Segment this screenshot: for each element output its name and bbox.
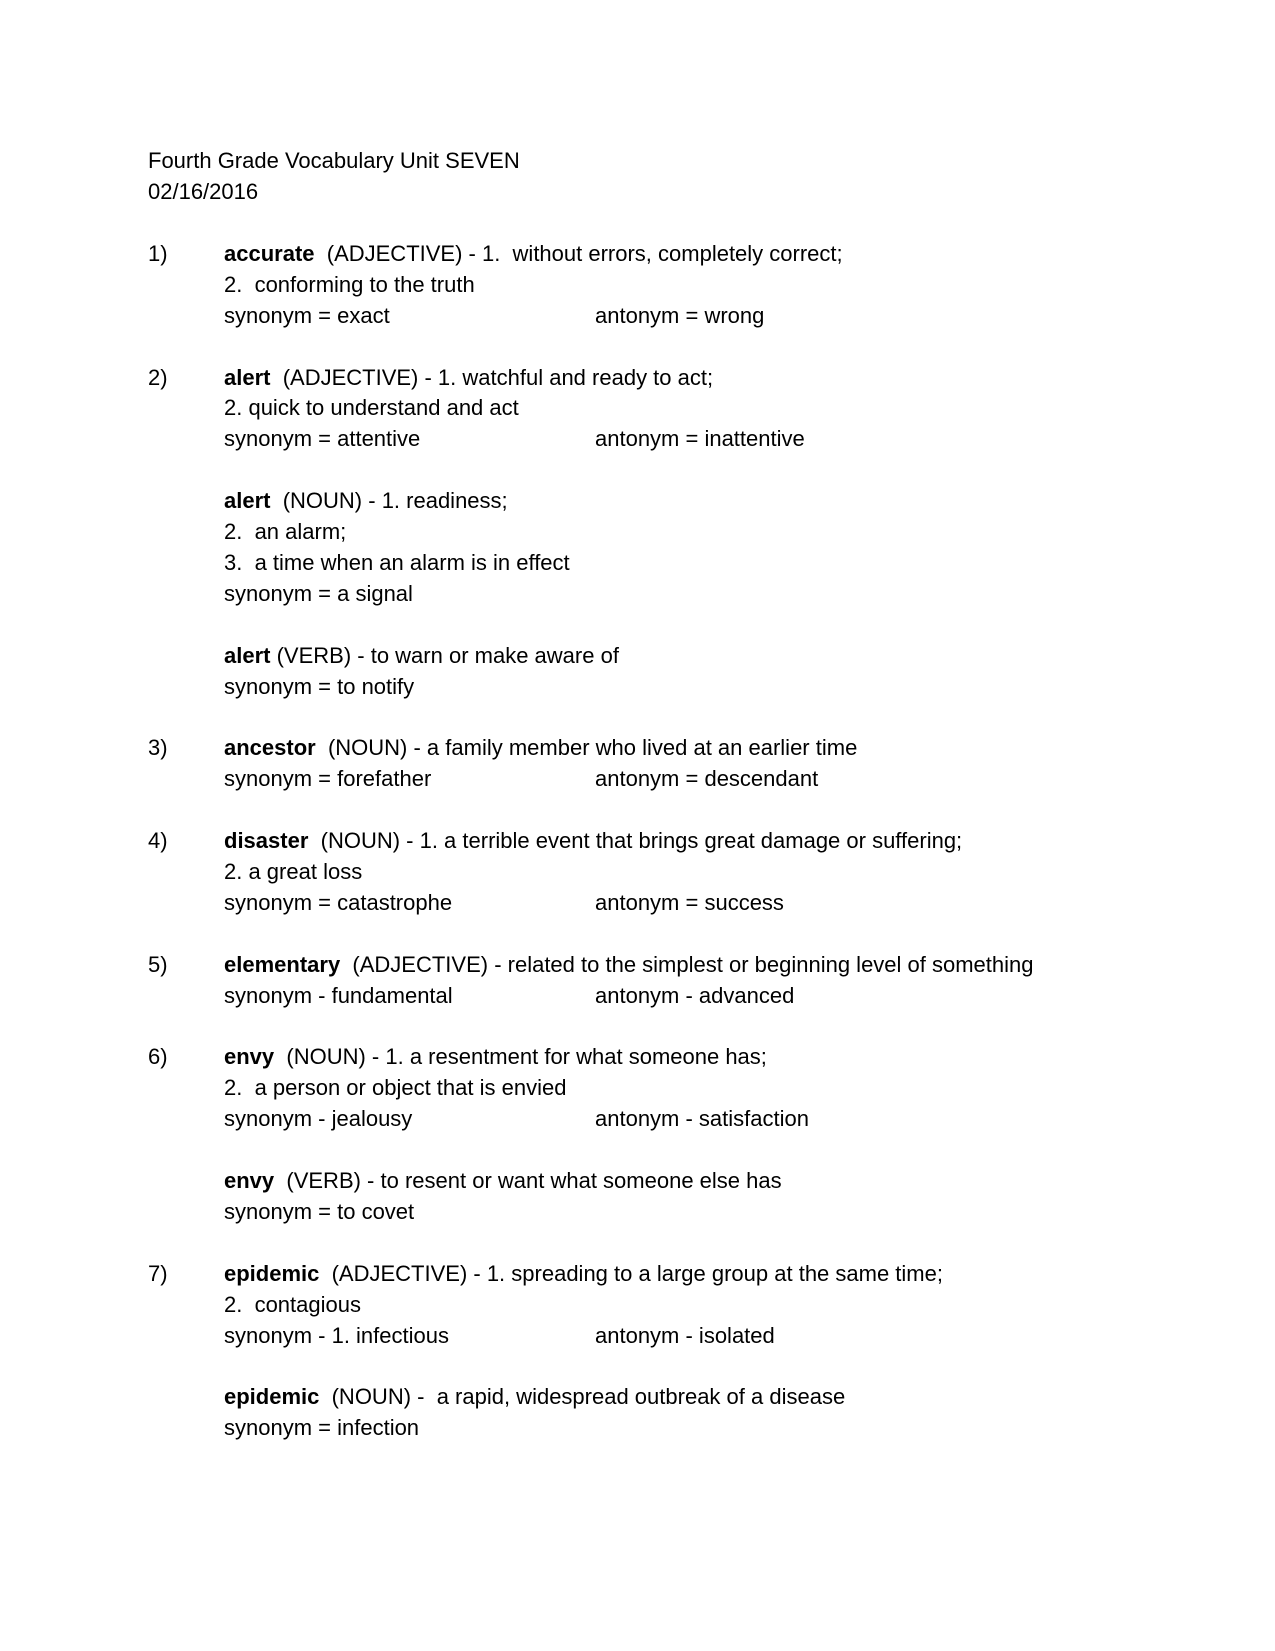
definition-text: (ADJECTIVE) - 1. watchful and ready to act; bbox=[270, 365, 714, 390]
definition-continuation: 2. a great loss bbox=[224, 859, 363, 884]
synonym-text: synonym - 1. infectious bbox=[224, 1323, 449, 1348]
definition-text: (ADJECTIVE) - 1. without errors, completely correct; bbox=[314, 241, 843, 266]
headword: accurate bbox=[224, 241, 315, 266]
definition-line bbox=[224, 239, 843, 269]
definition-continuation: 2. quick to understand and act bbox=[224, 395, 519, 420]
definition-text: (ADJECTIVE) - 1. spreading to a large group at the same time; bbox=[319, 1261, 943, 1286]
entry-number: 3) bbox=[148, 735, 168, 760]
definition-text: (NOUN) - a rapid, widespread outbreak of a disease bbox=[319, 1384, 846, 1409]
synonym-text: synonym = infection bbox=[224, 1415, 420, 1440]
antonym-text: antonym - advanced bbox=[595, 983, 795, 1008]
definition-text: (NOUN) - 1. a resentment for what someone has; bbox=[274, 1044, 767, 1069]
definition-continuation: 2. a person or object that is envied bbox=[224, 1075, 567, 1100]
definition-line bbox=[224, 1042, 767, 1072]
definition-line bbox=[224, 486, 508, 516]
definition-text: (ADJECTIVE) - related to the simplest or beginning level of something bbox=[340, 952, 1034, 977]
headword: envy bbox=[224, 1044, 275, 1069]
definition-continuation: 3. a time when an alarm is in effect bbox=[224, 550, 570, 575]
definition-text: (NOUN) - 1. a terrible event that brings great damage or suffering; bbox=[308, 828, 963, 853]
synonym-text: synonym = exact bbox=[224, 303, 390, 328]
antonym-text: antonym = inattentive bbox=[595, 426, 805, 451]
entry-number: 7) bbox=[148, 1261, 168, 1286]
headword: alert bbox=[224, 488, 271, 513]
synonym-text: synonym = a signal bbox=[224, 581, 413, 606]
headword: disaster bbox=[224, 828, 309, 853]
headword: epidemic bbox=[224, 1261, 320, 1286]
synonym-text: synonym = to covet bbox=[224, 1199, 415, 1224]
headword: alert bbox=[224, 643, 271, 668]
entry-number: 2) bbox=[148, 365, 168, 390]
headword: ancestor bbox=[224, 735, 316, 760]
definition-line bbox=[224, 1166, 782, 1196]
entry-number: 4) bbox=[148, 828, 168, 853]
synonym-text: synonym - fundamental bbox=[224, 983, 453, 1008]
definition-line bbox=[224, 1259, 943, 1289]
definition-text: (VERB) - to resent or want what someone else has bbox=[274, 1168, 782, 1193]
document-title: Fourth Grade Vocabulary Unit SEVEN bbox=[148, 148, 520, 173]
headword: envy bbox=[224, 1168, 275, 1193]
definition-text: (VERB) - to warn or make aware of bbox=[270, 643, 619, 668]
definition-continuation: 2. conforming to the truth bbox=[224, 272, 475, 297]
synonym-text: synonym = forefather bbox=[224, 766, 432, 791]
definition-line bbox=[224, 1382, 845, 1412]
antonym-text: antonym = descendant bbox=[595, 766, 819, 791]
definition-text: (NOUN) - a family member who lived at an earlier time bbox=[315, 735, 858, 760]
definition-line bbox=[224, 641, 619, 671]
headword: elementary bbox=[224, 952, 341, 977]
entry-number: 1) bbox=[148, 241, 168, 266]
document-date: 02/16/2016 bbox=[148, 179, 259, 204]
antonym-text: antonym = wrong bbox=[595, 303, 765, 328]
headword: epidemic bbox=[224, 1384, 320, 1409]
synonym-text: synonym = attentive bbox=[224, 426, 421, 451]
definition-line bbox=[224, 733, 857, 763]
antonym-text: antonym - isolated bbox=[595, 1323, 775, 1348]
definition-line bbox=[224, 826, 962, 856]
antonym-text: antonym = success bbox=[595, 890, 784, 915]
definition-continuation: 2. an alarm; bbox=[224, 519, 347, 544]
synonym-text: synonym - jealousy bbox=[224, 1106, 413, 1131]
headword: alert bbox=[224, 365, 271, 390]
definition-text: (NOUN) - 1. readiness; bbox=[270, 488, 508, 513]
synonym-text: synonym = catastrophe bbox=[224, 890, 453, 915]
definition-line bbox=[224, 950, 1034, 980]
entry-number: 5) bbox=[148, 952, 168, 977]
antonym-text: antonym - satisfaction bbox=[595, 1106, 809, 1131]
entry-number: 6) bbox=[148, 1044, 168, 1069]
definition-line bbox=[224, 363, 713, 393]
synonym-text: synonym = to notify bbox=[224, 674, 415, 699]
definition-continuation: 2. contagious bbox=[224, 1292, 361, 1317]
